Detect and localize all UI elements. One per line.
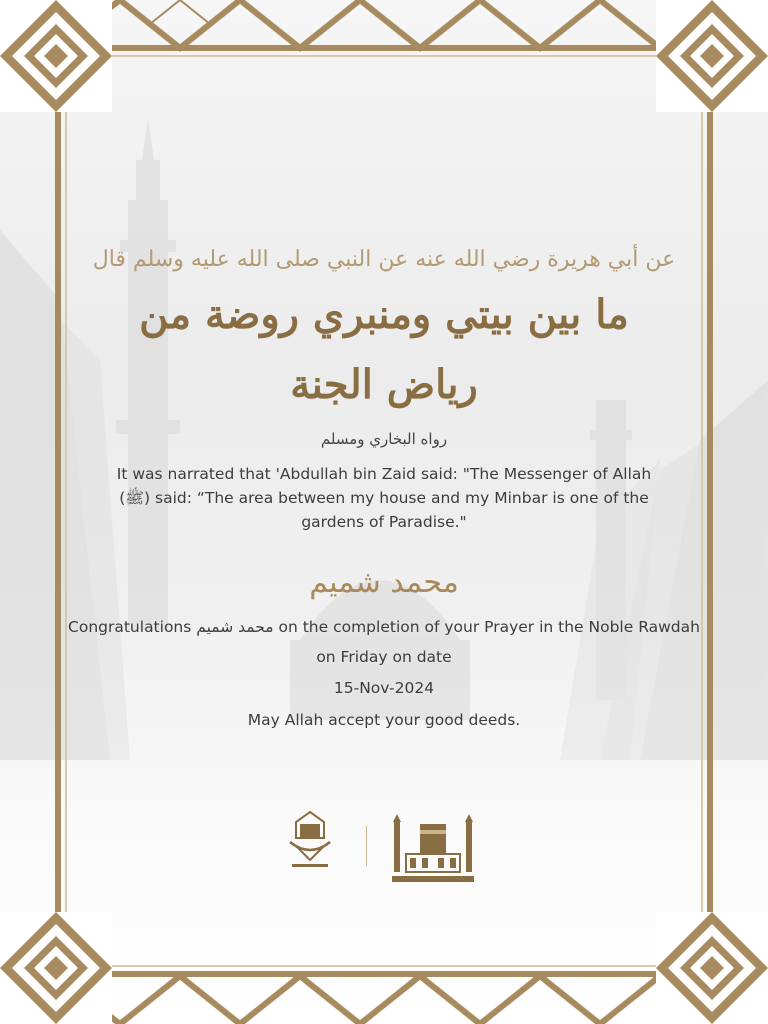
hadith-arabic-intro: عن أبي هريرة رضي الله عنه عن النبي صلى الله عليه وسلم قال xyxy=(92,247,676,272)
prophets-mosque-logo-icon xyxy=(388,814,478,886)
congrats-name: محمد شميم xyxy=(196,618,274,636)
corner-diamond-top-left xyxy=(0,0,112,112)
prayer-date: 15-Nov-2024 xyxy=(333,679,435,697)
hadith-arabic-text: ما بين بيتي ومنبري روضة من رياض الجنة xyxy=(139,291,629,408)
recipient-name: محمد شميم xyxy=(309,565,459,600)
logo-divider xyxy=(366,826,367,866)
logos-row xyxy=(270,808,498,896)
dua-message: May Allah accept your good deeds. xyxy=(247,711,521,729)
congrats-before: Congratulations xyxy=(68,618,192,636)
hajj-ministry-logo-icon xyxy=(280,808,340,888)
hadith-translation: It was narrated that 'Abdullah bin Zaid said: "The Messenger of Allah (ﷺ) said: “The area between my house and my Minbar is one of the gardens of Paradise." xyxy=(116,465,652,531)
congrats-after: on the completion of your Prayer in the Noble Rawdah on Friday on date xyxy=(278,618,700,666)
hadith-source: رواه البخاري ومسلم xyxy=(320,430,448,448)
congratulations-message xyxy=(60,612,708,672)
certificate-content xyxy=(68,240,700,736)
